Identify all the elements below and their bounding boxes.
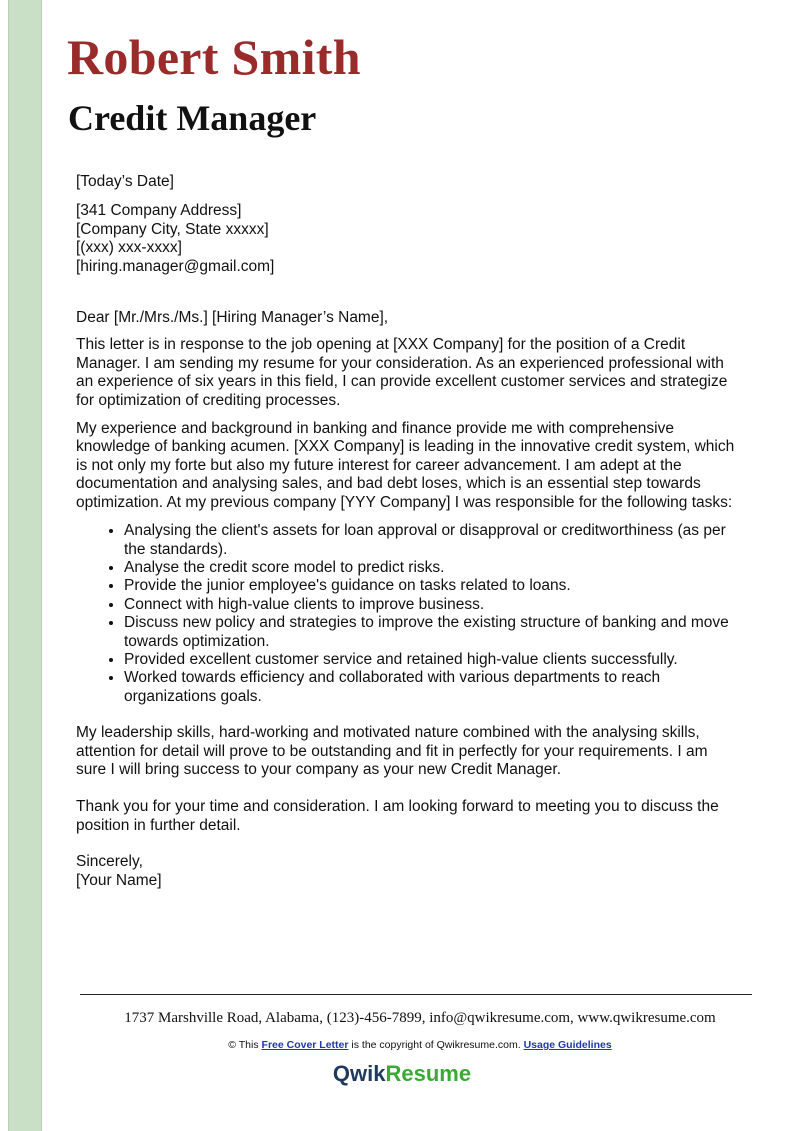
address-line: [hiring.manager@gmail.com] (76, 257, 275, 275)
logo-part-resume: Resume (385, 1061, 472, 1086)
sidebar-band (8, 0, 42, 1131)
salutation: Dear [Mr./Mrs./Ms.] [Hiring Manager’s Name], (76, 309, 389, 327)
recipient-address (76, 202, 736, 276)
task-item: • Analyse the credit score model to predict risks. (124, 559, 736, 577)
task-item: • Worked towards efficiency and collaborated with various departments to reach organizations goals. (124, 669, 736, 706)
paragraph-experience: My experience and background in banking and finance provide me with comprehensive knowledge of banking acumen. [XXX Company] is leading in the innovative credit system, which is not only my forte but also my future interest for career advancement. I am adept at the documentation and analysing sales, and bad debt loses, which is an essential step towards optimization. At my previous company [YYY Company] I was responsible for the following tasks: (76, 420, 735, 511)
signature: [Your Name] (76, 871, 162, 889)
task-item: • Provide the junior employee's guidance on tasks related to loans. (124, 577, 736, 595)
free-cover-letter-link[interactable]: Free Cover Letter (261, 1039, 349, 1051)
decorative-sidebar (0, 0, 42, 1131)
paragraph-thanks: Thank you for your time and consideration. I am looking forward to meeting you to discuss the position in further detail. (76, 798, 719, 834)
sign-off: Sincerely, (76, 853, 143, 871)
task-item: • Analysing the client's assets for loan approval or disapproval or creditworthiness (as per the standards). (124, 522, 736, 559)
job-title: Credit Manager (68, 98, 317, 138)
footer-copyright (0, 1039, 800, 1051)
usage-guidelines-link[interactable]: Usage Guidelines (523, 1039, 612, 1051)
paragraph-skills: My leadership skills, hard-working and motivated nature combined with the analysing skills, attention for detail will prove to be outstanding and fit in perfectly for your requirements. I am sure I will bring success to your company as your new Credit Manager. (76, 724, 708, 778)
address-line: [Company City, State xxxxx] (76, 220, 269, 238)
footer-contact: 1737 Marshville Road, Alabama, (123)-456-7899, info@qwikresume.com, www.qwikresume.com (124, 1010, 716, 1026)
qwikresume-logo[interactable] (0, 1061, 800, 1087)
address-line: [(xxx) xxx-xxxx] (76, 239, 182, 257)
task-item: • Connect with high-value clients to improve business. (124, 596, 736, 614)
copyright-prefix: © This (228, 1039, 259, 1051)
logo-part-qwik: Qwik (332, 1061, 386, 1086)
address-line: [341 Company Address] (76, 202, 242, 220)
paragraph-intro: This letter is in response to the job opening at [XXX Company] for the position of a Credit Manager. I am sending my resume for your consideration. As an experienced professional with an experience of six years in this field, I can provide excellent customer services and strategize for optimization of crediting processes. (76, 336, 728, 409)
letter-body (76, 173, 736, 890)
task-item: • Provided excellent customer service and retained high-value clients successfully. (124, 651, 736, 669)
copyright-middle: is the copyright of Qwikresume.com. (351, 1039, 521, 1051)
task-list (76, 522, 736, 706)
applicant-name: Robert Smith (67, 29, 361, 85)
footer-divider (80, 994, 752, 995)
letter-date: [Today’s Date] (76, 173, 174, 190)
task-item: • Discuss new policy and strategies to improve the existing structure of banking and move towards optimization. (124, 614, 736, 651)
